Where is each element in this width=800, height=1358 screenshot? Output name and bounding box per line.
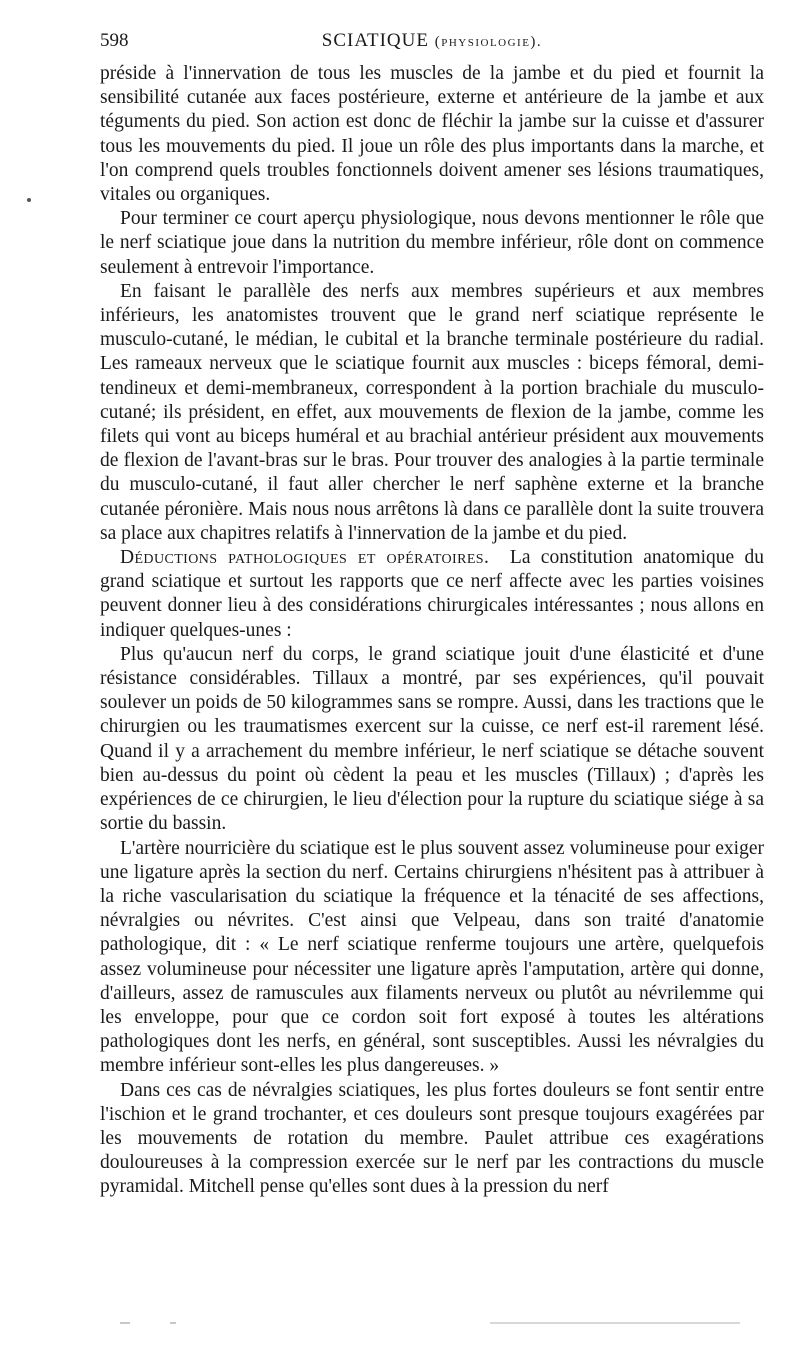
paragraph — [100, 546, 764, 643]
paragraph: Pour terminer ce court aperçu physiologique, nous devons mentionner le rôle que le nerf sciatique joue dans la nutrition du membre inférieur, rôle dont on commence seulement à entrevoir l'importance. — [100, 208, 764, 278]
paragraph-text: La constitution anatomique du grand sciatique et surtout les rapports que ce nerf affecte avec les parties voisines peuvent donner lieu à des considérations chirurgicales intéressantes ; nous allons en indiquer quelques-unes : — [100, 547, 764, 641]
bleed-through-marks — [110, 1322, 740, 1328]
running-head — [100, 30, 764, 52]
paragraph: En faisant le parallèle des nerfs aux membres supérieurs et aux membres inférieurs, les anatomistes trouvent que le grand nerf sciatique représente le musculo-cutané, le médian, le cubital et la branche terminale postérieure du radial. Les rameaux nerveux que le sciatique fournit aux muscles : biceps fémoral, demi-tendineux et demi-membraneux, correspondent à la portion brachiale du musculo-cutané; ils président, en effet, aux mouvements de flexion de la jambe, comme les filets qui vont au biceps huméral et au brachial antérieur président aux mouvements de flexion de l'avant-bras sur le bras. Pour trouver des analogies à la partie terminale du musculo-cutané, il faut aller chercher le nerf saphène externe et la branche cutanée péronière. Mais nous nous arrêtons là dans ce parallèle dont la suite trouvera sa place aux chapitres relatifs à l'innervation de la jambe et du pied. — [100, 280, 764, 544]
paragraph: Dans ces cas de névralgies sciatiques, les plus fortes douleurs se font sentir entre l'ischion et le grand trochanter, et ces douleurs sont presque toujours exagérées par les mouvements de rotation du membre. Paulet attribue ces exagérations douloureuses à la compression exercée sur le nerf par les contractions du muscle pyramidal. Mitchell pense qu'elles sont dues à la pression du nerf — [100, 1079, 764, 1198]
paragraph: L'artère nourricière du sciatique est le plus souvent assez volumineuse pour exiger une ligature après la section du nerf. Certains chirurgiens n'hésitent pas à attribuer à la riche vascularisation du sciatique la fréquence et la ténacité de ses affections, névralgies ou névrites. C'est ainsi que Velpeau, dans son traité d'anatomie pathologique, dit : « Le nerf sciatique renferme toujours une artère, quelquefois assez volumineuse pour nécessiter une ligature après l'amputation, artère qui donne, d'ailleurs, assez de ramuscules aux filaments nerveux ou plutôt au névrilemme qui les enveloppe, pour que ce cordon soit fort exposé à toutes les altérations pathologiques dont les nerfs, en général, sont susceptibles. Aussi les névralgies du membre inférieur sont-elles les plus dangereuses. » — [100, 837, 764, 1077]
section-heading: Déductions pathologiques et opératoires. — [120, 547, 490, 569]
running-title: SCIATIQUE — [321, 30, 429, 51]
paragraph: préside à l'innervation de tous les muscles de la jambe et du pied et fournit la sensibilité cutanée aux faces postérieure, externe et antérieure de la jambe et aux téguments du pied. Son action est donc de fléchir la jambe sur la cuisse et d'assurer tous les mouvements du pied. Il joue un rôle des plus importants dans la marche, et l'on comprend quels troubles fonctionnels doivent amener ses lésions traumatiques, vitales ou organiques. — [100, 63, 764, 206]
margin-dot-mark — [27, 198, 31, 202]
body-text — [100, 62, 764, 1200]
running-subtitle: (physiologie). — [434, 34, 543, 50]
page-number: 598 — [100, 30, 129, 51]
page-header — [100, 30, 764, 58]
paragraph: Plus qu'aucun nerf du corps, le grand sciatique jouit d'une élasticité et d'une résistance considérables. Tillaux a montré, par ses expériences, qu'il pouvait soulever un poids de 50 kilogrammes sans se rompre. Aussi, dans les tractions que le chirurgien ou les traumatismes exercent sur la cuisse, ce nerf est-il rarement lésé. Quand il y a arrachement du membre inférieur, le nerf sciatique se détache souvent bien au-dessus du point où cèdent la peau et les muscles (Tillaux) ; d'après les expériences de ce chirurgien, le lieu d'élection pour la rupture du sciatique siége à sa sortie du bassin. — [100, 643, 764, 835]
